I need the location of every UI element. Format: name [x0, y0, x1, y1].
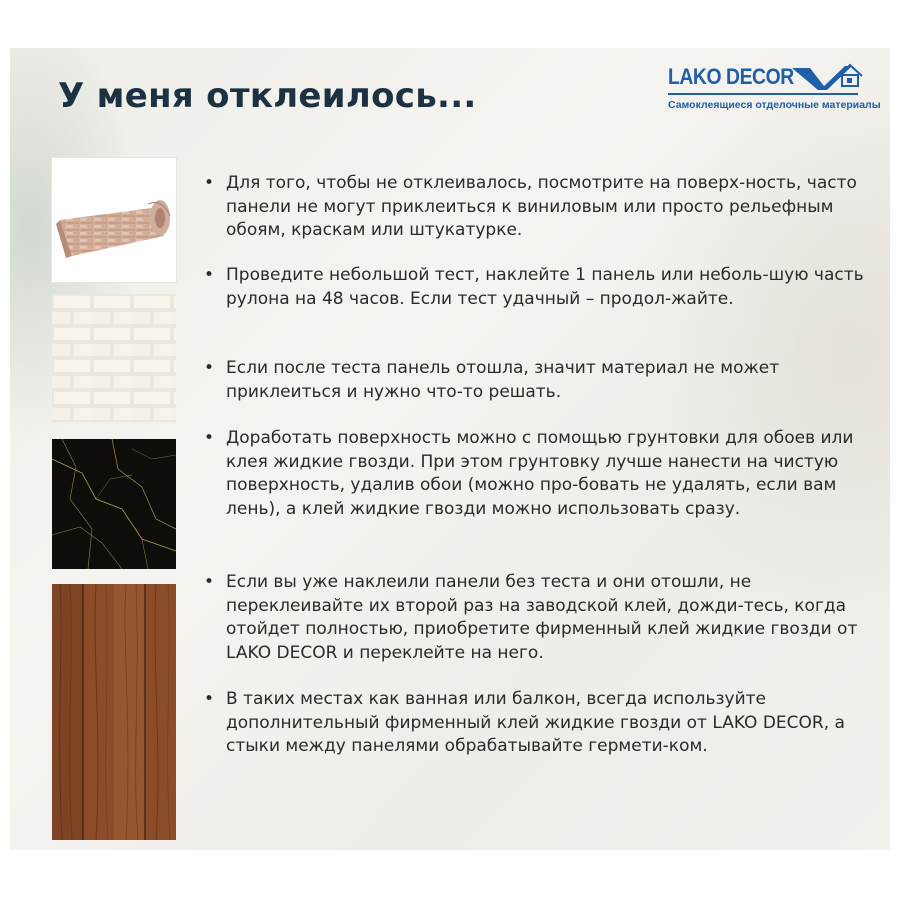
tips-list: [204, 172, 864, 756]
swatch-white-brick: [52, 294, 176, 422]
list-item: • Если вы уже наклеили панели без теста и они отошли, не переклеивайте их второй раз на заводской клей, дожди-тесь, когда отойдет полностью, приобретите фирменный клей жидкие гвозди от LAKO DECOR и переклейте на него.: [204, 571, 864, 665]
list-item: • Проведите небольшой тест, наклейте 1 панель или неболь-шую часть рулона на 48 часов. Если тест удачный – продол-жайте.: [204, 264, 864, 311]
list-item: • В таких местах как ванная или балкон, всегда используйте дополнительный фирменный клей жидкие гвозди от LAKO DECOR, а стыки между панелями обрабатывайте гермети-ком.: [204, 688, 864, 759]
info-card: [10, 48, 890, 850]
swatch-black-marble: [52, 439, 176, 569]
logo-tagline: Самоклеящиеся отделочные материалы: [668, 99, 881, 111]
roof-icon: [790, 62, 865, 94]
swatch-brown-wood: [52, 584, 176, 840]
logo-name: LAKO DECOR: [668, 64, 794, 89]
list-item: • Для того, чтобы не отклеивалось, посмотрите на поверх-ность, часто панели не могут приклеиться к виниловым или просто рельефным обоям, краскам или штукатурке.: [204, 172, 864, 243]
list-item: • Если после теста панель отошла, значит материал не может приклеиться и нужно что-то решать.: [204, 357, 864, 404]
brand-logo: [668, 62, 881, 122]
page-title: У меня отклеилось...: [58, 76, 477, 116]
logo-divider: [668, 93, 858, 95]
swatch-brick-roll: [52, 158, 176, 282]
list-item: • Доработать поверхность можно с помощью грунтовки для обоев или клея жидкие гвозди. При этом грунтовку лучше нанести на чистую поверхность, удалив обои (можно про-бовать не удалять, если вам лень), а клей жидкие гвозди можно использовать сразу.: [204, 427, 864, 521]
